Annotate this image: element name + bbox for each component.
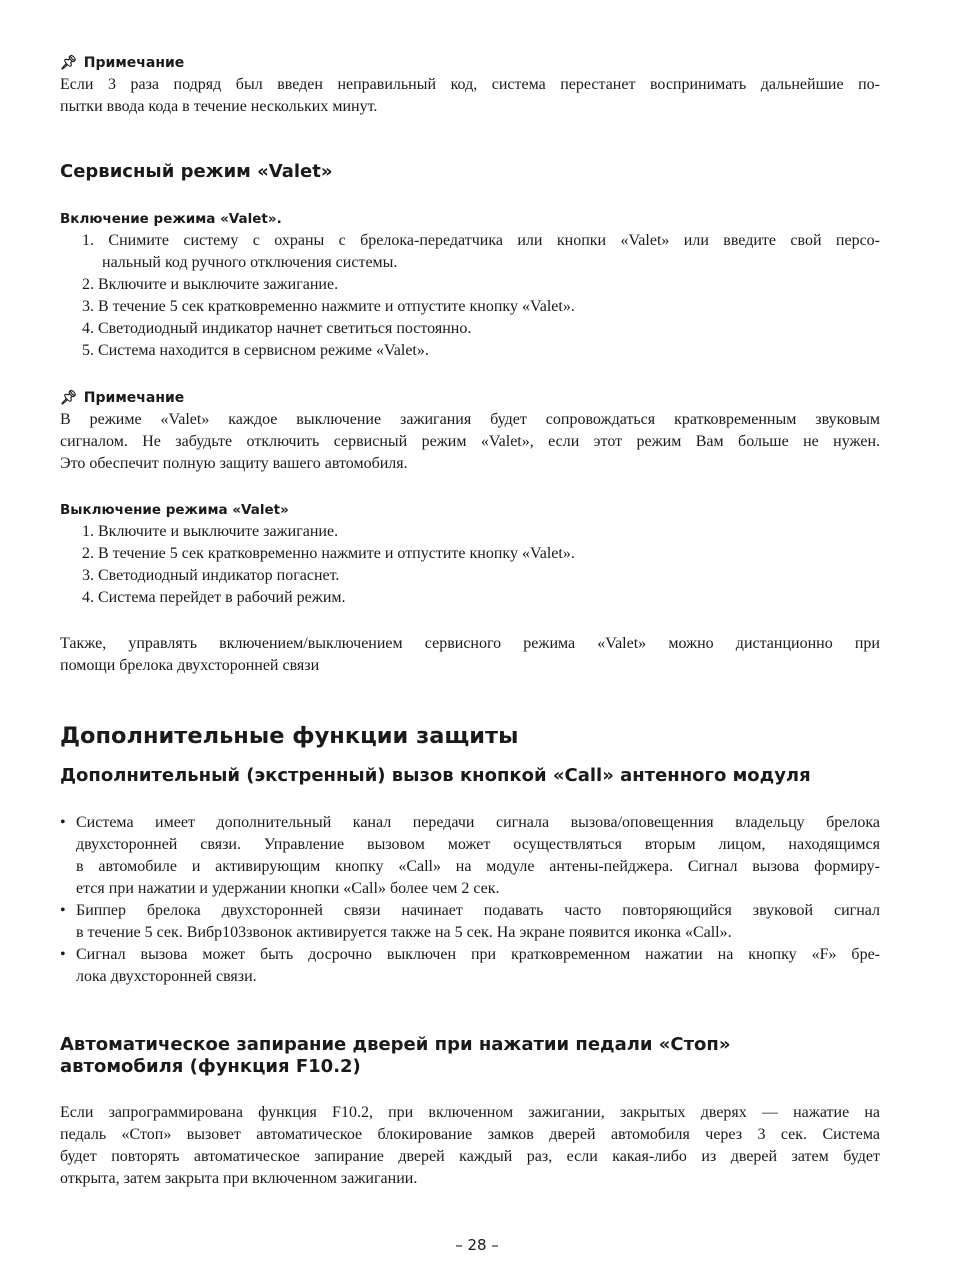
- text-line: помощи брелока двухсторонней связи: [60, 657, 320, 674]
- list-item: 2. Включите и выключите зажигание.: [82, 276, 339, 293]
- valet-enable: [60, 208, 880, 362]
- text-line: педаль «Стоп» вызовет автоматическое блокирование замков дверей автомобиля через 3 сек. Система: [60, 1126, 880, 1143]
- pushpin-icon: 📌︎: [60, 55, 78, 71]
- note-title: Примечание: [83, 390, 185, 406]
- text-line: ется при нажатии и удержании кнопки «Call» более чем 2 сек.: [76, 880, 500, 897]
- heading-line: автомобиля (функция F10.2): [60, 1056, 361, 1077]
- list-item: 1. Снимите систему с охраны с брелока-передатчика или кнопки «Valet» или введите свой персо-: [82, 232, 880, 249]
- paragraph: [60, 633, 880, 677]
- list-item: 4. Светодиодный индикатор начнет светиться постоянно.: [82, 320, 472, 337]
- text-line: пытки ввода кода в течение нескольких минут.: [60, 98, 378, 115]
- bullet-item: [60, 944, 880, 988]
- section-heading: [60, 1034, 880, 1078]
- text-line: Это обеспечит полную защиту вашего автомобиля.: [60, 455, 408, 472]
- text-line: В режиме «Valet» каждое выключение зажигания будет сопровождаться кратковременным звуковым: [60, 411, 880, 428]
- list-item: 1. Включите и выключите зажигание.: [82, 523, 339, 540]
- pushpin-icon: 📌︎: [60, 390, 78, 406]
- list-item: 3. В течение 5 сек кратковременно нажмите и отпустите кнопку «Valet».: [82, 298, 575, 315]
- text-line: сигналом. Не забудьте отключить сервисный режим «Valet», если этот режим Вам больше не нужен.: [60, 433, 880, 450]
- text-line: Также, управлять включением/выключением сервисного режима «Valet» можно дистанционно при: [60, 635, 880, 652]
- bullet-icon: •: [60, 946, 66, 963]
- text-line: Сигнал вызова может быть досрочно выключен при кратковременном нажатии на кнопку «F» бре-: [76, 946, 880, 963]
- list-item: 4. Система перейдет в рабочий режим.: [82, 589, 346, 606]
- text-line: Биппер брелока двухсторонней связи начинает подавать часто повторяющийся звуковой сигнал: [76, 902, 880, 919]
- list-item: 2. В течение 5 сек кратковременно нажмите и отпустите кнопку «Valet».: [82, 545, 575, 562]
- text-line: открыта, затем закрыта при включенном зажигании.: [60, 1170, 418, 1187]
- bullet-item: [60, 812, 880, 900]
- text-line: в течение 5 сек. Вибр103звонок активируется также на 5 сек. На экране появится иконка «Call».: [76, 924, 732, 941]
- chapter-heading: Дополнительные функции защиты: [60, 723, 519, 749]
- bullet-list: [60, 812, 880, 988]
- page-number: – 28 –: [455, 1236, 499, 1254]
- text-line: в автомобиле и активирующим кнопку «Call» на модуле антены-пейджера. Сигнал вызова формиру-: [76, 858, 880, 875]
- list-item: 5. Система находится в сервисном режиме «Valet».: [82, 342, 429, 359]
- note-heading: [60, 52, 880, 74]
- valet-disable: [60, 499, 880, 609]
- subheading: Включение режима «Valet».: [60, 211, 282, 227]
- bullet-icon: •: [60, 814, 66, 831]
- note-block: [60, 52, 880, 118]
- list-item-cont: нальный код ручного отключения системы.: [102, 254, 398, 271]
- section-heading: Дополнительный (экстренный) вызов кнопкой «Call» антенного модуля: [60, 765, 811, 786]
- note-block: [60, 387, 880, 475]
- bullet-icon: •: [60, 902, 66, 919]
- paragraph: [60, 1102, 880, 1190]
- note-heading: [60, 387, 880, 409]
- heading-line: Автоматическое запирание дверей при нажатии педали «Стоп»: [60, 1034, 731, 1055]
- text-line: Система имеет дополнительный канал передачи сигнала вызова/оповещенния владельцу брелока: [76, 814, 880, 831]
- bullet-item: [60, 900, 880, 944]
- text-line: Если 3 раза подряд был введен неправильный код, система перестанет воспринимать дальнейшие по-: [60, 76, 880, 93]
- text-line: лока двухсторонней связи.: [76, 968, 257, 985]
- text-line: Если запрограммирована функция F10.2, при включенном зажигании, закрытых дверях — нажатие на: [60, 1104, 880, 1121]
- text-line: двухсторонней связи. Управление вызовом может осуществляться вторым лицом, находящимся: [76, 836, 880, 853]
- section-heading: Сервисный режим «Valet»: [60, 161, 333, 182]
- subheading: Выключение режима «Valet»: [60, 502, 289, 518]
- list-item: 3. Светодиодный индикатор погаснет.: [82, 567, 340, 584]
- note-title: Примечание: [83, 55, 185, 71]
- text-line: будет повторять автоматическое запирание дверей каждый раз, если какая-либо из дверей затем будет: [60, 1148, 880, 1165]
